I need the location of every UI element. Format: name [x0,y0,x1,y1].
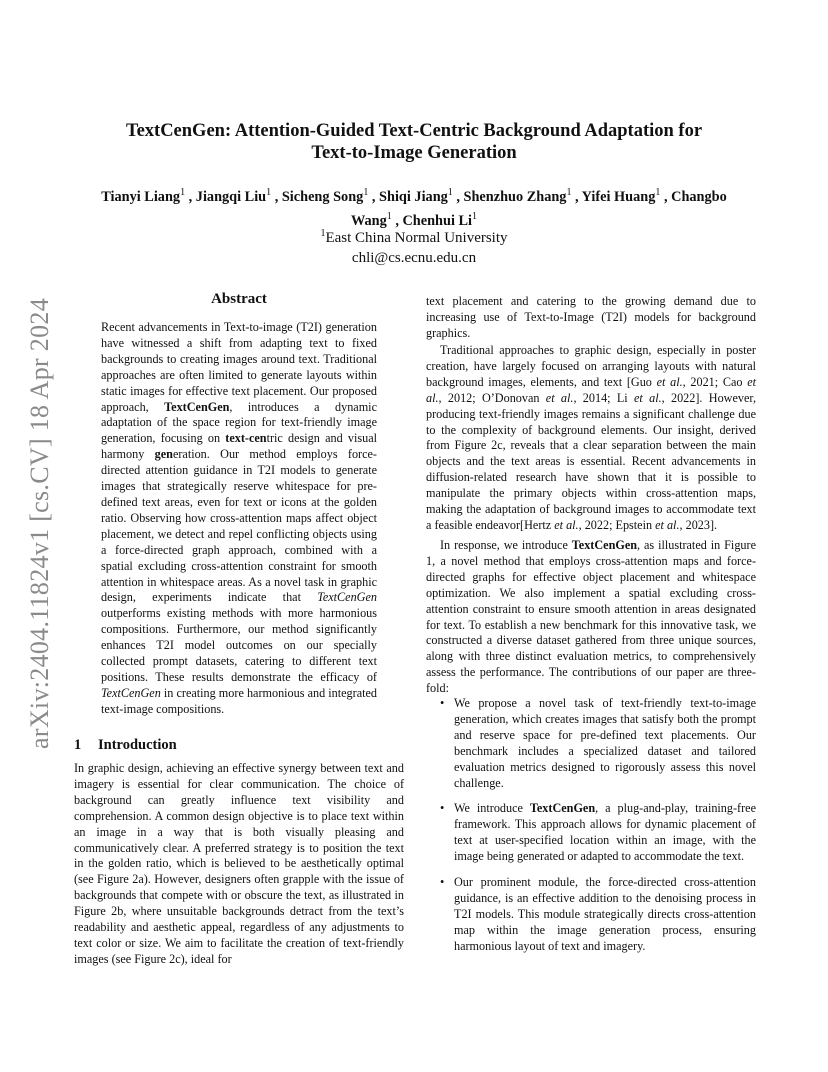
right-paragraph-2: Traditional approaches to graphic design, especially in poster creation, have largely focused on arranging layouts with natural background images, elements, and text [Guo et al., 2021; Cao et al., 2012; O’Donovan et al., 2014; Li et al., 2022]. However, producing text-friendly images remains a significant challenge due to the complexity of background elements. Our insight, derived from Figure 2c, reveals that a clear separation between the main objects and the text areas is essential. Recent advancements in diffusion-related research have shown that it is possible to manipulate the primary objects within cross-attention maps, making the adaptation of background images to accommodate text a feasible endeavor[Hertz et al., 2022; Epstein et al., 2023]. [426,343,757,532]
section-number: 1 [74,737,82,753]
author: Shenzhuo Zhang$^1$ , [463,187,582,205]
author: Tianyi Liang$^1$ , [101,187,196,205]
paper-title [90,120,738,164]
bullet-marker: • [440,696,445,710]
arxiv-identifier [22,288,58,758]
title-line-1: TextCenGen: Attention-Guided Text-Centric Background Adaptation for [125,121,703,141]
right-paragraph-continued: text placement and catering to the growing demand due to increasing use of Text-to-Image (T2I) models for background graphics. [426,294,756,340]
abstract-heading: Abstract [211,291,267,307]
author: Chenhui Li$^1$ [402,210,478,229]
right-paragraph-3: In response, we introduce TextCenGen, as illustrated in Figure 1, a novel method that employs cross-attention maps and force-directed graphs for effective object placement and whitespace optimization. We also implement a spatial excluding cross-attention constraint to ensure smooth attention in areas designated for text. To establish a new benchmark for this innovative task, we constructed a diverse dataset gathered from three unique sources, along with three distinct evaluation metrics, to comprehensively assess the performance. The contributions of our paper are three-fold: [426,538,756,696]
list-item: • Our prominent module, the force-directed cross-attention guidance, is an effective addition to the denoising process in T2I models. This module strategically directs cross-attention map within the image generation process, ensuring harmonious layout of text and imagery. [440,875,756,953]
bullet-marker: • [440,875,445,890]
section-title: Introduction [98,737,177,753]
author: Sicheng Song$^1$ , [281,187,380,205]
list-item: • We introduce TextCenGen, a plug-and-play, training-free framework. This approach allows for dynamic placement of text at user-specified location within an image, with the image being generated or adapted to accommodate the text. [440,801,756,864]
author: Yifei Huang$^1$ , [581,187,672,205]
author: Shiqi Jiang$^1$ , [379,187,464,205]
list-item: • We propose a novel task of text-friendly text-to-image generation, which creates images that satisfy both the prompt and reserve space for pre-defined text placements. Our benchmark includes a specialized dataset and tailored evaluation metrics designed to rigorously assess this novel challenge. [440,696,756,790]
title-line-2: Text-to-Image Generation [311,143,517,163]
email: chli@cs.ecnu.edu.cn [351,250,477,266]
author: Changbo Wang$^1$ , [350,188,727,229]
affiliation: East China Normal University [325,230,508,246]
contributions-list [426,696,756,965]
section-heading-introduction [74,737,177,754]
arxiv-identifier-text: arXiv:2404.11824v1 [cs.CV] 18 Apr 2024 [25,297,54,749]
author: Jiangqi Liu$^1$ , [195,187,282,205]
bullet-marker: • [440,801,445,816]
introduction-paragraph: In graphic design, achieving an effective synergy between text and imagery is essential for clear communication. The choice of background can greatly influence text visibility and comprehension. A common design objective is to place text within an image in a way that is both visually pleasing and communicatively clear. A preferred strategy is to position the text in the golden ratio, which is believed to be aesthetically optimal (see Figure 2a). However, designers often grapple with the issue of backgrounds that compete with or obscure the text, as illustrated in Figure 2b, where unsuitable backgrounds detract from the text’s readability and aesthetic appeal, regardless of any adjustments to text color or size. We aim to facilitate the creation of text-friendly images (see Figure 2c), ideal for [74,761,404,966]
affiliation-marker: 1 [320,228,326,239]
affiliation-block [100,224,728,268]
abstract-text: Recent advancements in Text-to-image (T2I) generation have witnessed a shift from adapting text to fixed backgrounds to creating images around text. Traditional approaches are often limited to generate layouts within static images for effective text placement. Our proposed approach, TextCenGen, introduces a dynamic adaptation of the space region for text-friendly image generation, focusing on text-centric design and visual harmony generation. Our method employs force-directed attention guidance in T2I models to generate images that strategically reserve whitespace for pre-defined text areas, even for text or icons at the golden ratio. Observing how cross-attention maps affect object placement, we detect and repel conflicting objects using a force-directed graph approach, combined with a spatial excluding cross-attention constraint for smooth attention in whitespace areas. As a novel task in graphic design, experiments indicate that TextCenGen outperforms existing methods with more harmonious compositions. Furthermore, our method significantly enhances T2I model outcomes on our specially collected prompt datasets, catering to different text positions. These results demonstrate the efficacy of TextCenGen in creating more harmonious and integrated text-image compositions. [101,320,377,716]
